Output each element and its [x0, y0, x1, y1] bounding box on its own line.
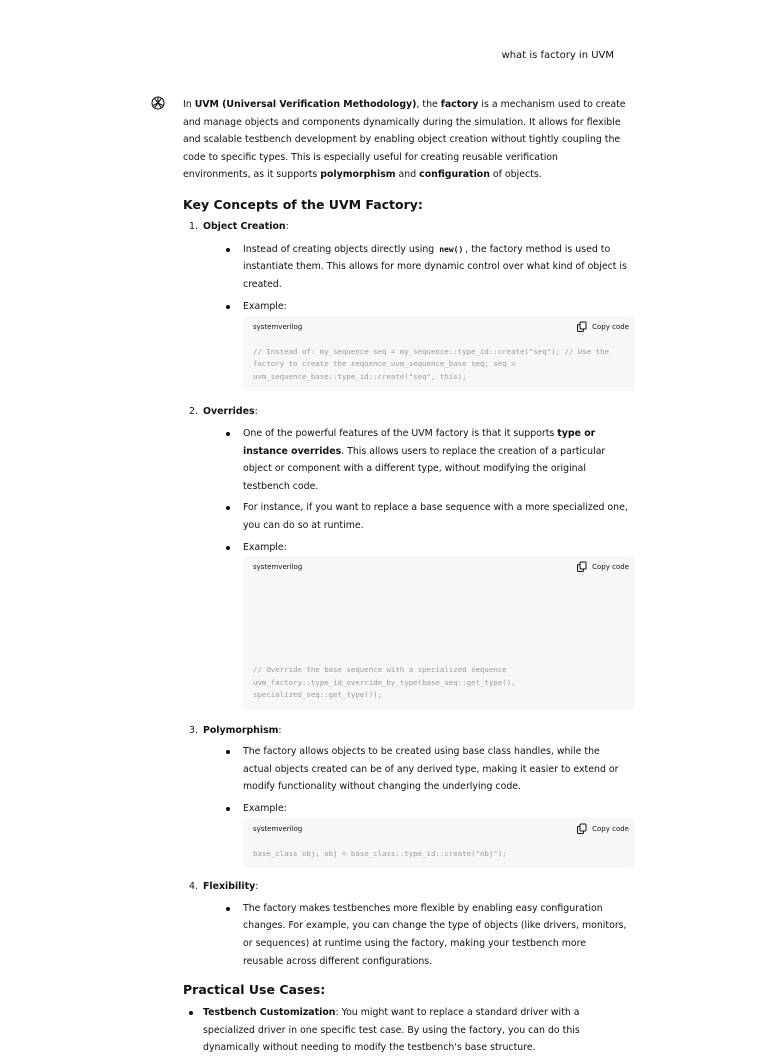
- list-item: One of the powerful features of the UVM factory is that it supports type or instance overrides. This allows users to replace the creation of a particular object or component with a different type, without modifying the original testbench code.: [203, 425, 628, 495]
- code-header: [243, 556, 635, 578]
- item-number: 2.: [189, 406, 198, 418]
- bullet-icon: [226, 506, 230, 510]
- code-block: [243, 316, 635, 392]
- code-language: systemverilog: [253, 322, 303, 331]
- concept-item: 1. Object Creation: Instead of creating objects directly using new() , the factory method is used to instantiate them. This allows for more dynamic control over what kind of object is created. Example: systemverilog Copy code // Instead of: my_sequence seq = my_sequence::type_id::create("seq"); // Use the factory to create the sequence uvm_sequence_base seq; seq = uvm_sequence_base::type_id::create("seq", this);: [183, 218, 628, 391]
- code-language: systemverilog: [253, 824, 303, 833]
- concept-item: 3. Polymorphism: The factory allows objects to be created using base class handles, while the actual objects created can be of any derived type, making it easier to extend or modify functionality without changing the underlying code. Example: systemverilog Copy code base_class obj; obj = base_class::type_id::create("obj");: [183, 722, 628, 868]
- code-header: [243, 316, 635, 338]
- item-number: 4.: [189, 881, 198, 893]
- concepts-list: [183, 218, 628, 970]
- bullet-icon: [189, 1011, 193, 1015]
- copy-icon: [576, 321, 588, 333]
- copy-icon: [576, 823, 588, 835]
- openai-logo-icon: [150, 95, 166, 111]
- list-item: The factory makes testbenches more flexible by enabling easy configuration changes. For example, you can change the type of objects (like drivers, monitors, or sequences) at runtime using the factory, making your testbench more reusable across different configurations.: [203, 900, 628, 970]
- item-number: 1.: [189, 220, 198, 232]
- use-cases-heading: Practical Use Cases:: [183, 982, 326, 998]
- list-item: Example:: [203, 298, 628, 316]
- code-content: // Instead of: my_sequence seq = my_sequence::type_id::create("seq"); // Use the factory to create the sequence uvm_sequence_base seq; seq = uvm_sequence_base::type_id::create("seq", this);: [253, 346, 614, 381]
- concept-item: 2. Overrides: One of the powerful features of the UVM factory is that it supports type or instance overrides. This allows users to replace the creation of a particular object or component with a different type, without modifying the original testbench code. For instance, if you want to replace a base sequence with a more specialized one, you can do so at runtime. Example: systemverilog Copy code // Override the base sequence with a specialized sequence uvm_factory::type_id_override_by_type(base_seq::get_type(), specialized_seq::get_type());: [183, 403, 628, 709]
- code-language: systemverilog: [253, 563, 303, 572]
- copy-icon: [576, 561, 588, 573]
- bullet-icon: [226, 248, 230, 252]
- code-content: // Override the base sequence with a specialized sequence uvm_factory::type_id_override_by_type(base_seq::get_type(), specialized_seq::get_type());: [253, 665, 520, 700]
- code-content: base_class obj; obj = base_class::type_id::create("obj");: [253, 848, 507, 858]
- concept-title: Overrides: [203, 406, 255, 418]
- concept-item: 4. Flexibility: The factory makes testbenches more flexible by enabling easy configuration changes. For example, you can change the type of objects (like drivers, monitors, or sequences) at runtime using the factory, making your testbench more reusable across different configurations.: [183, 878, 628, 970]
- bullet-icon: [226, 807, 230, 811]
- intro-paragraph: In UVM (Universal Verification Methodology), the factory is a mechanism used to create and manage objects and components dynamically during the simulation. It allows for flexible and scalable testbench development by enabling object creation without tightly coupling the code to specific types. This is especially useful for creating reusable verification environments, as it supports polymorphism and configuration of objects.: [183, 99, 626, 181]
- list-item: Testbench Customization: You might want to replace a standard driver with a specialized driver in one specific test case. By using the factory, you can do this dynamically without needing to modify the testbench's base structure.: [183, 1004, 628, 1057]
- list-item: The factory allows objects to be created using base class handles, while the actual objects created can be of any derived type, making it easier to extend or modify functionality without changing the underlying code.: [203, 743, 628, 796]
- bullet-icon: [226, 907, 230, 911]
- bullet-icon: [226, 546, 230, 550]
- code-block: [243, 556, 635, 710]
- concept-title: Object Creation: [203, 220, 286, 232]
- inline-code: new(): [439, 244, 464, 254]
- assistant-answer: [183, 96, 628, 1057]
- code-header: [243, 818, 635, 840]
- list-item: Instead of creating objects directly using new() , the factory method is used to instantiate them. This allows for more dynamic control over what kind of object is created.: [203, 241, 628, 294]
- user-message: what is factory in UVM: [501, 50, 614, 61]
- code-block: [243, 818, 635, 869]
- list-item: Example:: [203, 800, 628, 818]
- list-item: Example:: [203, 539, 628, 557]
- key-concepts-heading: Key Concepts of the UVM Factory:: [183, 196, 423, 212]
- bullet-icon: [226, 305, 230, 309]
- bullet-icon: [226, 432, 230, 436]
- concept-title: Flexibility: [203, 881, 256, 893]
- copy-code-button[interactable]: Copy code: [576, 316, 629, 338]
- item-number: 3.: [189, 724, 198, 736]
- copy-code-button[interactable]: Copy code: [576, 556, 629, 578]
- bullet-icon: [226, 750, 230, 754]
- copy-code-button[interactable]: Copy code: [576, 818, 629, 840]
- list-item: For instance, if you want to replace a base sequence with a more specialized one, you can do so at runtime.: [203, 499, 628, 534]
- use-cases: [183, 1004, 628, 1057]
- concept-title: Polymorphism: [203, 724, 279, 736]
